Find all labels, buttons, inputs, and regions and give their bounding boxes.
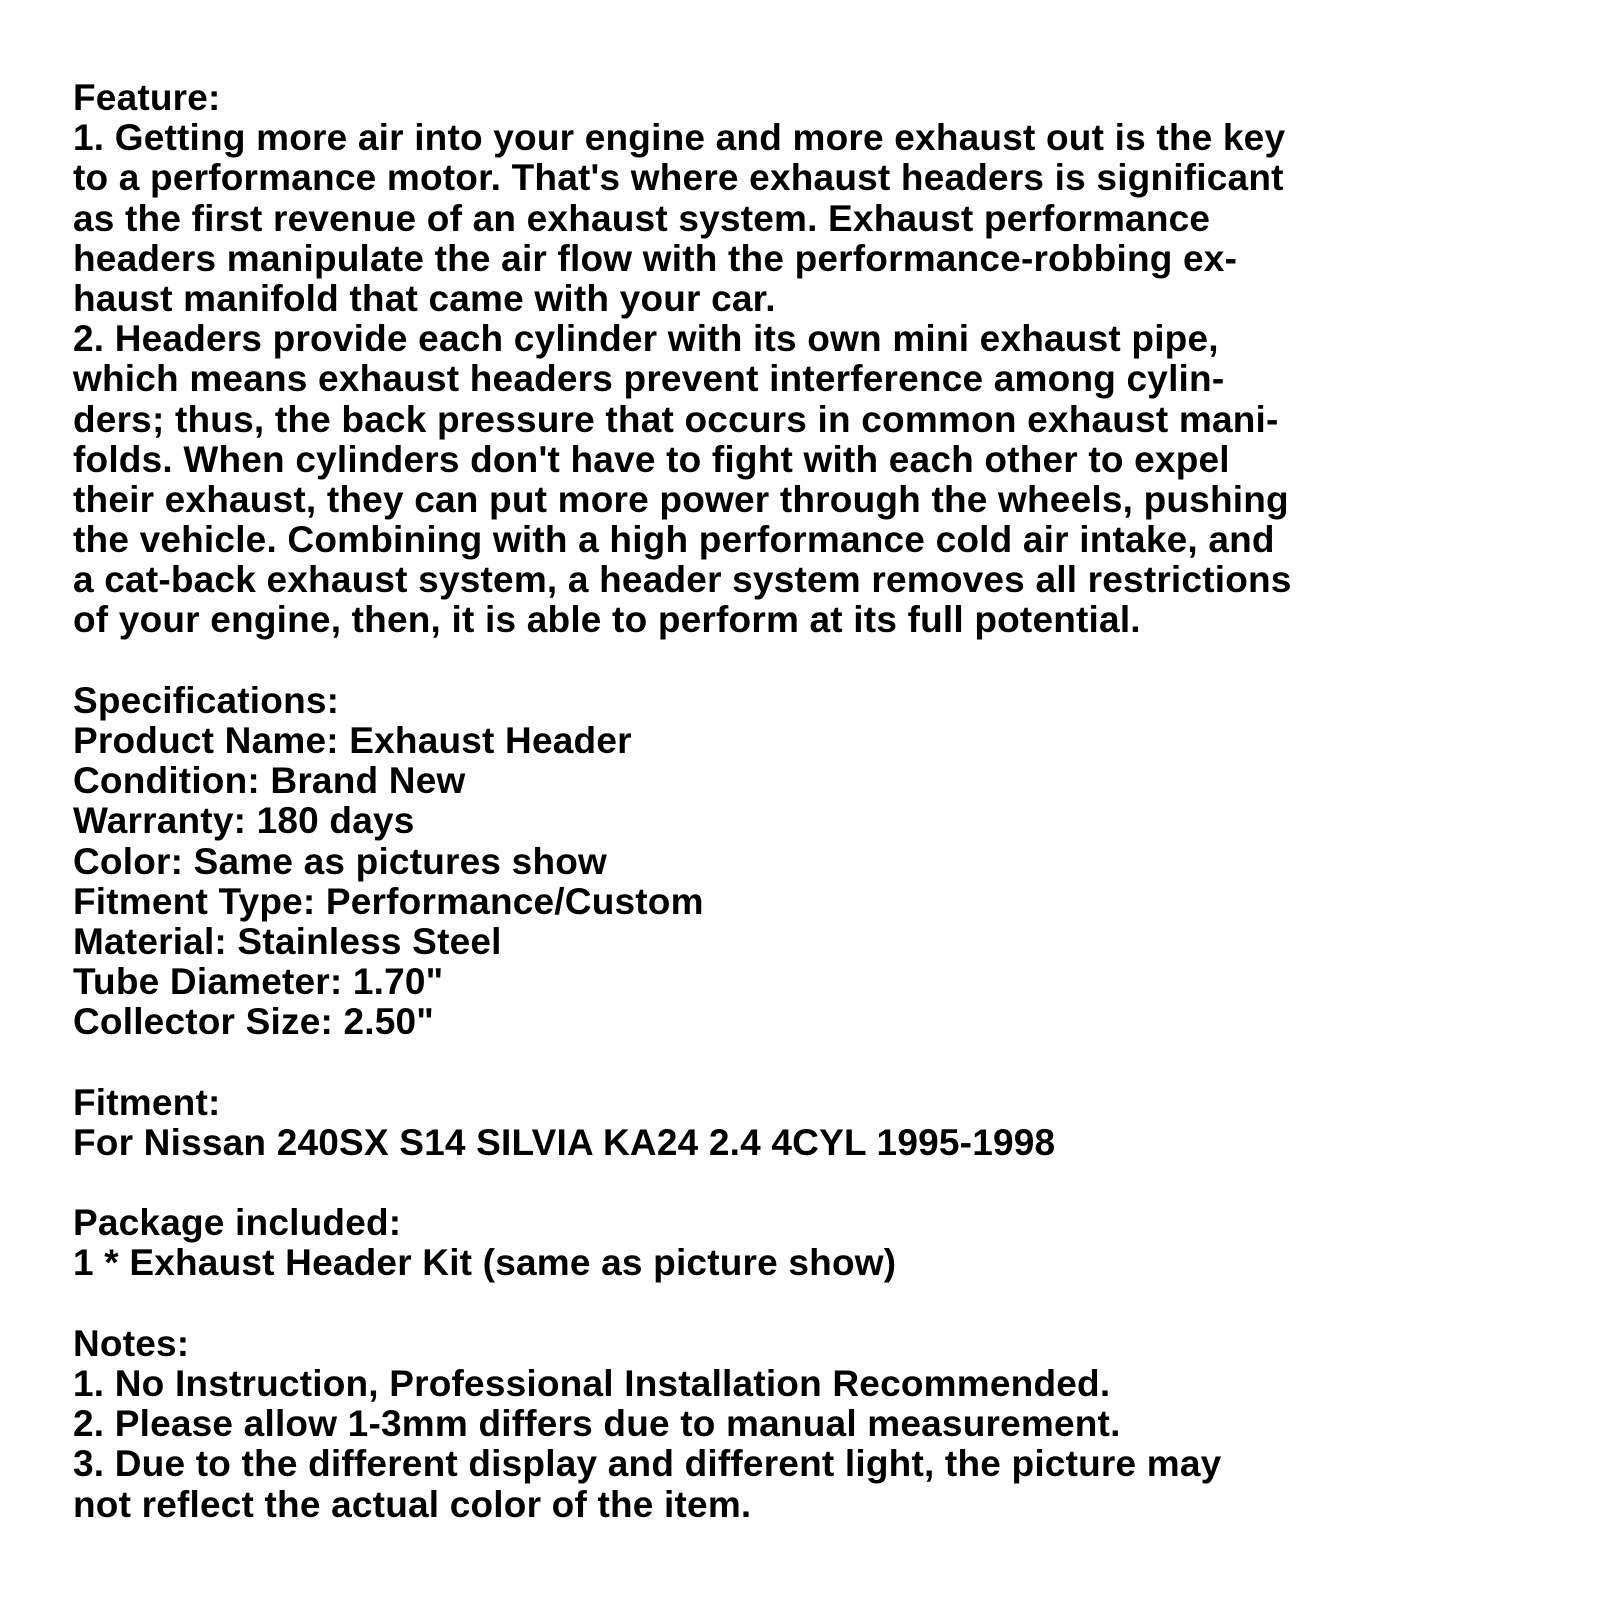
package-item: 1 * Exhaust Header Kit (same as picture show) <box>73 1242 897 1284</box>
fitment-vehicle: For Nissan 240SX S14 SILVIA KA24 2.4 4CYL 1995-1998 <box>73 1121 1056 1163</box>
note-line: not reflect the actual color of the item. <box>73 1483 752 1525</box>
feature-line: the vehicle. Combining with a high performance cold air intake, and <box>73 519 1275 561</box>
spec-material: Material: Stainless Steel <box>73 920 502 962</box>
specifications-heading: Specifications: <box>73 679 340 721</box>
note-line: 3. Due to the different display and different light, the picture may <box>73 1443 1222 1485</box>
fitment-section <box>73 1083 1553 1163</box>
specifications-section <box>73 681 1553 1043</box>
package-heading: Package included: <box>73 1202 402 1244</box>
section-spacer <box>73 1043 1553 1083</box>
feature-line: 1. Getting more air into your engine and more exhaust out is the key <box>73 117 1286 159</box>
feature-line: headers manipulate the air flow with the performance-robbing ex- <box>73 237 1238 279</box>
spec-tube-diameter: Tube Diameter: 1.70" <box>73 961 444 1003</box>
spec-collector-size: Collector Size: 2.50" <box>73 1001 435 1043</box>
product-description <box>73 78 1553 1525</box>
feature-line: folds. When cylinders don't have to fight with each other to expel <box>73 438 1230 480</box>
feature-line: as the first revenue of an exhaust system. Exhaust performance <box>73 197 1211 239</box>
feature-line: of your engine, then, it is able to perform at its full potential. <box>73 599 1141 641</box>
feature-line: 2. Headers provide each cylinder with its own mini exhaust pipe, <box>73 318 1219 360</box>
spec-condition: Condition: Brand New <box>73 760 466 802</box>
feature-line: to a performance motor. That's where exhaust headers is significant <box>73 157 1284 199</box>
notes-section <box>73 1324 1553 1525</box>
spec-product-name: Product Name: Exhaust Header <box>73 720 632 761</box>
notes-heading: Notes: <box>73 1322 190 1364</box>
note-line: 2. Please allow 1-3mm differs due to manual measurement. <box>73 1403 1121 1445</box>
feature-line: their exhaust, they can put more power through the wheels, pushing <box>73 478 1289 520</box>
feature-line: a cat-back exhaust system, a header system removes all restrictions <box>73 559 1292 601</box>
spec-fitment-type: Fitment Type: Performance/Custom <box>73 880 704 922</box>
package-section <box>73 1203 1553 1283</box>
spec-warranty: Warranty: 180 days <box>73 800 415 842</box>
section-spacer <box>73 1284 1553 1324</box>
section-spacer <box>73 641 1553 681</box>
spec-color: Color: Same as pictures show <box>73 840 608 882</box>
note-line: 1. No Instruction, Professional Installation Recommended. <box>73 1363 1111 1404</box>
section-spacer <box>73 1163 1553 1203</box>
feature-line: which means exhaust headers prevent interference among cylin- <box>73 358 1225 400</box>
fitment-heading: Fitment: <box>73 1081 221 1123</box>
feature-line: haust manifold that came with your car. <box>73 277 776 319</box>
feature-heading: Feature: <box>73 77 221 118</box>
feature-line: ders; thus, the back pressure that occurs in common exhaust mani- <box>73 398 1279 440</box>
feature-section <box>73 78 1553 641</box>
